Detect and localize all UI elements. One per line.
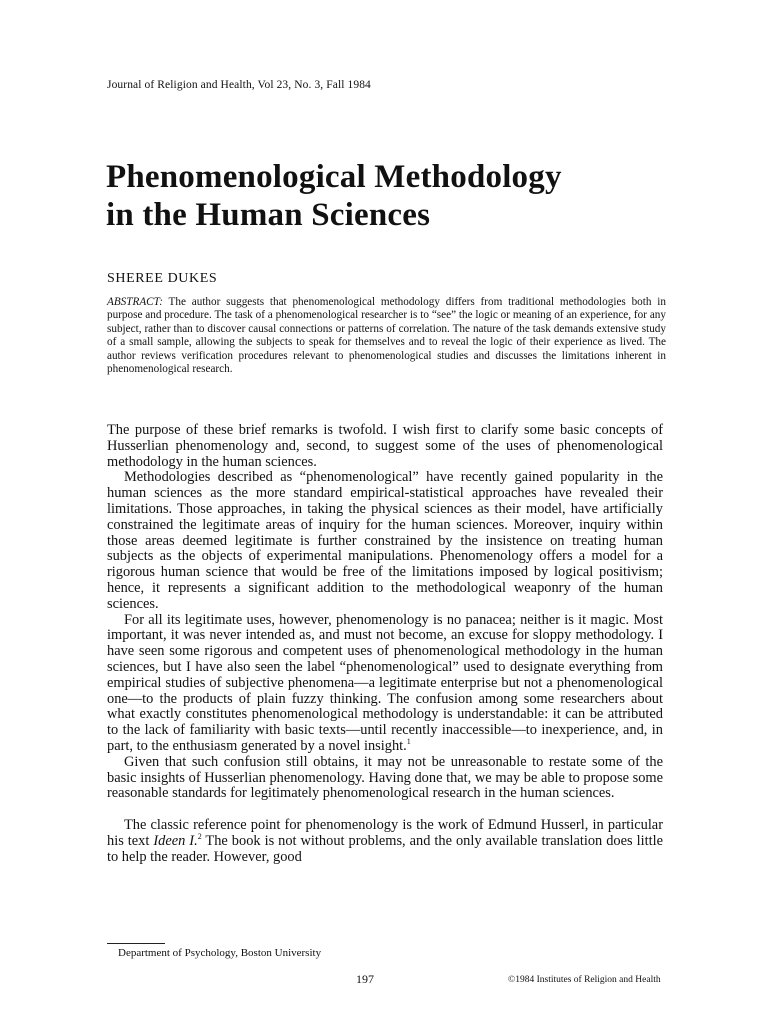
author-affiliation: Department of Psychology, Boston University — [118, 947, 322, 959]
journal-citation: Journal of Religion and Health, Vol 23, No. 3, Fall 1984 — [107, 79, 371, 91]
abstract-text: The author suggests that phenomenological methodology differs from traditional methodologies both in purpose and procedure. The task of a phenomenological researcher is to “see” the logic or meaning of an experience, for any subject, rather than to discover causal connections or patterns of correlation. The nature of the task demands extensive study of a small sample, allowing the subjects to speak for themselves and to reveal the logic of their experience as lived. The author reviews verification procedures relevant to phenomenological studies and discusses the limitations inherent in phenomenological research. — [107, 296, 666, 376]
paragraph-2: Methodologies described as “phenomenological” have recently gained popularity in the human sciences as the more standard empirical-statistical approaches have revealed their limitations. Those approaches, in taking the physical sciences as their model, have artificially constrained the legitimate areas of inquiry for the human sciences. Moreover, inquiry within those areas deemed legitimate is further constrained by the insistence on treating human subjects as the objects of experimental manipulations. Phenomenology offers a model for a rigorous human science that would be free of the limitations imposed by logical positivism; hence, it represents a significant addition to the methodological weaponry of the human sciences. — [107, 469, 663, 612]
paragraph-1: The purpose of these brief remarks is twofold. I wish first to clarify some basic concepts of Husserlian phenomenology and, second, to suggest some of the uses of phenomenological methodology in the human sciences. — [107, 422, 663, 470]
copyright-notice: ©1984 Institutes of Religion and Health — [508, 975, 661, 985]
paragraph-4: Given that such confusion still obtains, it may not be unreasonable to restate some of the basic insights of Husserlian phenomenology. Having done that, we may be able to propose some reasonable standards for legitimately phenomenological research in the human sciences. — [107, 753, 663, 802]
page-number: 197 — [356, 972, 374, 986]
footnote-rule — [107, 943, 165, 944]
book-title: Ideen I. — [153, 832, 198, 849]
footnote-ref-1: 1 — [406, 737, 411, 747]
paragraph-5-text-a: The classic reference point for phenomenology is the work of Edmund Husserl, in particular his text — [107, 817, 663, 849]
title-line-2: in the Human Sciences — [106, 197, 431, 233]
abstract — [107, 296, 666, 376]
paragraph-5-text-b: The book is not without problems, and the only available translation does little to help the reader. However, good — [107, 832, 663, 865]
paragraph-3-text: For all its legitimate uses, however, phenomenology is no panacea; neither is it magic. Most important, it was never intended as, and must not become, an excuse for sloppy methodology. I have seen some rigorous and competent uses of phenomenological methodology in the human sciences, but I have also seen the label “phenomenological” used to designate everything from empirical studies of subjective phenomena—a legitimate enterprise but not a phenomenological one—to the products of plain fuzzy thinking. The confusion among some researchers about what exactly constitutes phenomenological methodology is understandable: it can be attributed to the lack of familiarity with basic texts—until recently inaccessible—to inexperience, and, in part, to the enthusiasm generated by a novel insight. — [107, 611, 663, 754]
paragraph-3 — [107, 613, 663, 755]
article-body — [107, 423, 663, 866]
title-line-1: Phenomenological Methodology — [106, 159, 562, 195]
abstract-label: ABSTRACT: — [107, 296, 163, 308]
paragraph-5 — [107, 818, 663, 865]
footnote-ref-2: 2 — [197, 832, 202, 842]
author-name: SHEREE DUKES — [107, 271, 218, 286]
article-title — [106, 158, 686, 234]
